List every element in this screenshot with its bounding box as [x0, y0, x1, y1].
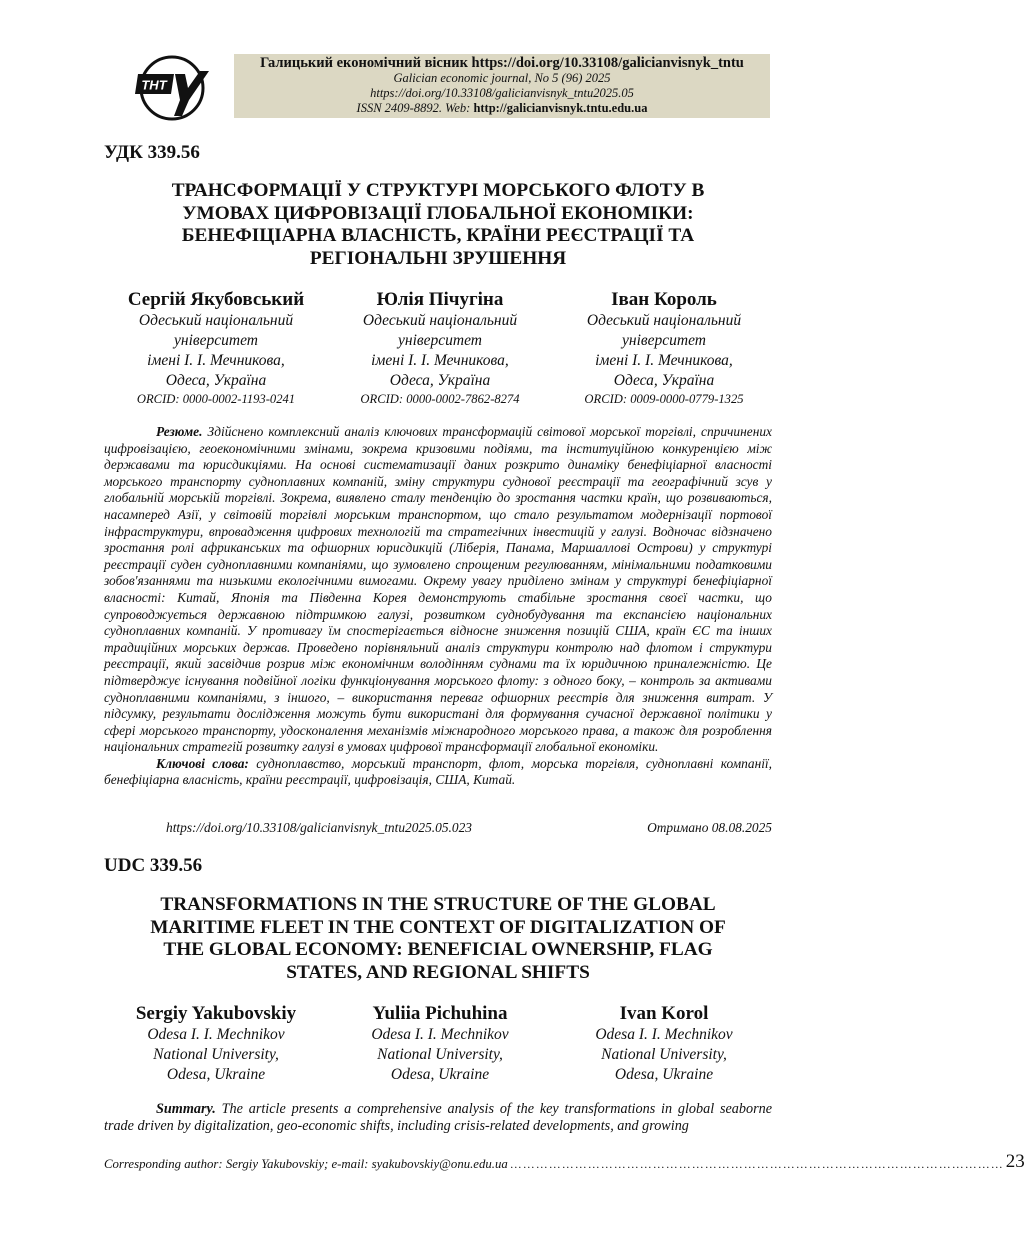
title-line: БЕНЕФІЦІАРНА ВЛАСНІСТЬ, КРАЇНИ РЕЄСТРАЦІЇ ТА — [181, 225, 695, 246]
affiliation-line: Odesa, Ukraine — [390, 1066, 490, 1083]
author-block — [552, 1003, 776, 1085]
tntu-logo-icon — [134, 52, 210, 122]
affiliation-line: імені І. І. Мечникова, — [371, 352, 509, 369]
abstract-paragraph — [104, 424, 772, 756]
keywords-label: Ключові слова: — [156, 755, 249, 771]
affiliation-line: Odesa, Ukraine — [614, 1066, 714, 1083]
abstract-text: Здійснено комплексний аналіз ключових трансформацій світової морської торгівлі, спричинених цифровізацією, геоекономічними змінами, зокрема кризовими подіями, та інституційною конкуренцією між державами та юрисдикціями. На основі систематизації даних розкрито динаміку бенефіціарної власності морського транспорту судноплавних компаній, зміну структури суднової реєстрації та географічний зсув у глобальній морській торгівлі. Зокрема, виявлено сталу тенденцію до зростання частки країн, що розвиваються, насамперед Азії, у світовій торгівлі морським транспортом, що стало результатом модернізації портової інфраструктури, впровадження цифрових технологій та стратегічних інвестицій у галузі. Водночас відзначено зростання ролі африканських та офшорних юрисдикцій (Ліберія, Панама, Маршаллові Острови) у структурі реєстрації суден судноплавними компаніями, що зумовлено спрощеним регулюванням, мінімальними податковими зобов'язаннями та низькими екологічними вимогами. Окрему увагу приділено змінам у структурі бенефіціарної власності: Китай, Японія та Південна Корея демонструють стабільне зростання своєї частки, що супроводжується державною підтримкою галузі, розвитком суднобудування та експансією національних судноплавних компаній. У противагу їм спостерігається відносне зниження позицій США, країн ЄС та інших традиційних морських держав. Проведено порівняльний аналіз структури контролю над флотом і структури реєстрації, який засвідчив розрив між економічним володінням суднами та їх юридичною приналежністю. Це підтверджує існування подвійної логіки функціонування морського флоту: з одного боку, – контроль за активами судноплавними компаніями, з іншого, – використання переваг офшорних реєстрів для зниження витрат. У підсумку, результати дослідження можуть бути використані для формування сучасної державної політики у сфері морського транспорту, удосконалення механізмів міжнародного морського права, а також для розроблення національних стратегій розвитку галузі в умовах цифрової трансформації глобальної економіки. — [104, 424, 772, 755]
author-block — [328, 1003, 552, 1085]
authors-ukrainian — [104, 289, 776, 408]
journal-issue-line: Galician economic journal, No 5 (96) 2025 — [393, 71, 611, 85]
author-name: Sergiy Yakubovskiy — [135, 1003, 297, 1024]
title-line: РЕГІОНАЛЬНІ ЗРУШЕННЯ — [309, 247, 567, 269]
received-date: Отримано 08.08.2025 — [647, 820, 772, 835]
orcid-id[interactable]: ORCID: 0000-0002-7862-8274 — [360, 392, 520, 406]
udc-english: UDC 339.56 — [104, 855, 203, 876]
affiliation-line: Одеса, Україна — [613, 372, 715, 389]
summary-label: Summary. — [156, 1101, 216, 1117]
journal-issn-line — [234, 101, 770, 116]
issn-text: ISSN 2409-8892. Web: — [356, 101, 474, 115]
affiliation-line: Odesa I. I. Mechnikov — [595, 1026, 733, 1043]
page-footer — [104, 1150, 1025, 1172]
affiliation-line: Одеський національний — [138, 312, 294, 329]
author-block — [104, 289, 328, 408]
title-line: TRANSFORMATIONS IN THE STRUCTURE OF THE GLOBAL — [160, 894, 716, 915]
summary-text: The article presents a comprehensive analysis of the key transformations in global seaborne trade driven by digitalization, geo-economic shifts, including crisis-related developments, and growing — [104, 1101, 772, 1134]
author-name: Ivan Korol — [619, 1003, 709, 1024]
title-line: УМОВАХ ЦИФРОВІЗАЦІЇ ГЛОБАЛЬНОЇ ЕКОНОМІКИ: — [182, 202, 694, 224]
logo-text: THT — [141, 77, 167, 93]
title-line: MARITIME FLEET IN THE CONTEXT OF DIGITALIZATION OF — [150, 916, 726, 938]
author-name: Yuliia Pichuhina — [372, 1003, 508, 1024]
affiliation-line: університет — [622, 332, 706, 349]
affiliation-line: National University, — [377, 1046, 503, 1063]
page-number: 23 — [1005, 1151, 1025, 1172]
corresponding-author: Corresponding author: Sergiy Yakubovskiy; e-mail: syakubovskiy@onu.edu.ua — [104, 1157, 508, 1171]
abstract-ukrainian — [104, 424, 772, 789]
udc-ukrainian: УДК 339.56 — [104, 142, 200, 163]
author-name: Юлія Пічугіна — [376, 289, 504, 310]
affiliation-line: Odesa, Ukraine — [166, 1066, 266, 1083]
author-block — [104, 1003, 328, 1085]
title-ukrainian — [104, 180, 772, 270]
title-line: STATES, AND REGIONAL SHIFTS — [286, 961, 590, 983]
author-name: Іван Король — [611, 289, 717, 310]
summary-paragraph — [104, 1101, 772, 1135]
journal-title-line: Галицький економічний вісник https://doi.org/10.33108/galicianvisnyk_tntu — [260, 55, 744, 71]
affiliation-line: Одеський національний — [586, 312, 742, 329]
title-line: ТРАНСФОРМАЦІЇ У СТРУКТУРІ МОРСЬКОГО ФЛОТУ В — [171, 180, 705, 201]
affiliation-line: National University, — [153, 1046, 279, 1063]
author-block — [552, 289, 776, 408]
affiliation-line: Odesa I. I. Mechnikov — [371, 1026, 509, 1043]
keywords-text: судноплавство, морський транспорт, флот, морська торгівля, судноплавні компанії, бенефіціарна власність, країни реєстрації, цифровізація, США, Китай. — [104, 755, 772, 788]
authors-english — [104, 1003, 776, 1085]
journal-website-link[interactable]: http://galicianvisnyk.tntu.edu.ua — [473, 101, 648, 115]
summary-english — [104, 1101, 772, 1135]
title-english — [104, 894, 772, 984]
affiliation-line: імені І. І. Мечникова, — [595, 352, 733, 369]
journal-header — [234, 54, 770, 118]
journal-doi-line: https://doi.org/10.33108/galicianvisnyk_tntu2025.05 — [370, 86, 634, 100]
author-name: Сергій Якубовський — [127, 289, 305, 310]
affiliation-line: університет — [398, 332, 482, 349]
abstract-label: Резюме. — [156, 424, 203, 439]
affiliation-line: Одеса, Україна — [165, 372, 267, 389]
affiliation-line: National University, — [601, 1046, 727, 1063]
orcid-id[interactable]: ORCID: 0009-0000-0779-1325 — [584, 392, 744, 406]
dot-leader: …………………………………………………………………………………………………… — [509, 1157, 1004, 1171]
author-block — [328, 289, 552, 408]
affiliation-line: імені І. І. Мечникова, — [147, 352, 285, 369]
orcid-id[interactable]: ORCID: 0000-0002-1193-0241 — [136, 392, 296, 406]
affiliation-line: Одеса, Україна — [389, 372, 491, 389]
title-line: THE GLOBAL ECONOMY: BENEFICIAL OWNERSHIP, FLAG — [163, 939, 713, 960]
article-doi-link[interactable]: https://doi.org/10.33108/galicianvisnyk_tntu2025.05.023 — [166, 820, 472, 835]
affiliation-line: Odesa I. I. Mechnikov — [147, 1026, 285, 1043]
keywords-paragraph — [104, 756, 772, 789]
affiliation-line: Одеський національний — [362, 312, 518, 329]
affiliation-line: університет — [174, 332, 258, 349]
